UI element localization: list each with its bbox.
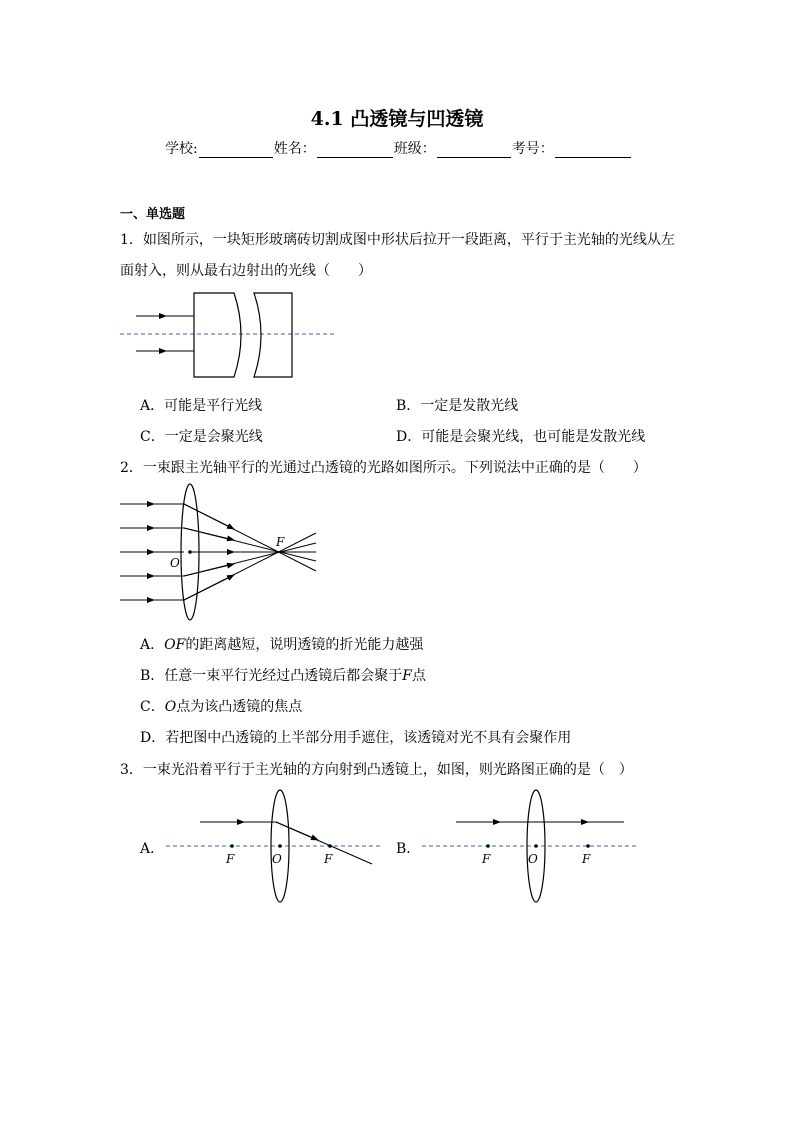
q3-option-b-label[interactable]: B． [396,841,421,857]
q2-option-c-text: 点为该凸透镜的焦点 [176,699,303,715]
exam-no-label: 考号： [511,141,554,157]
class-label: 班级： [393,141,436,157]
q1-glass-right-piece [254,293,292,377]
q3b-label-o: O [528,852,538,866]
exam-no-blank[interactable] [555,143,631,158]
q3b-center-dot [534,844,538,848]
q2-option-a-text: 的距离越短，说明透镜的折光能力越强 [185,637,424,653]
q1-glass-left-piece [194,293,241,377]
q3a-label-f2: F [324,852,333,866]
page-title: 4.1 凸透镜与凹透镜 [310,108,484,130]
q1-option-b[interactable]: B．一定是发散光线 [396,398,519,414]
q2-stem: 2．一束跟主光轴平行的光通过凸透镜的光路如图所示。下列说法中正确的是（ ） [120,460,647,476]
q2-label-o: O [170,556,180,570]
q1-stem-line1: 1．如图所示，一块矩形玻璃砖切割成图中形状后拉开一段距离，平行于主光轴的光线从左 [120,232,675,248]
q1-option-c[interactable]: C．一定是会聚光线 [140,429,263,445]
q3a-label-f1: F [226,852,235,866]
q1-option-d[interactable]: D．可能是会聚光线，也可能是发散光线 [396,429,646,445]
q2-option-d[interactable]: D．若把图中凸透镜的上半部分用手遮住，该透镜对光不具有会聚作用 [140,730,572,746]
name-blank[interactable] [317,143,393,158]
q2-figure [116,482,326,622]
q1-figure [118,285,348,385]
name-label: 姓名： [273,141,316,157]
q3a-center-dot [278,844,282,848]
school-label: 学校: [165,141,198,157]
q3a-focus-left-dot [230,844,234,848]
q2-option-b-italic: F [402,668,413,684]
student-info-row [165,138,632,158]
q2-option-b[interactable] [140,665,426,685]
q3a-label-o: O [272,852,282,866]
q2-option-c-prefix: C． [140,699,165,715]
q2-option-c-italic: O [164,699,177,715]
q2-ray-out-2-arrow [184,528,234,540]
q2-option-a[interactable] [140,634,423,654]
q2-option-a-italic: OF [164,637,186,653]
q1-option-a[interactable]: A．可能是平行光线 [140,398,263,414]
q2-ray-out-4-arrow [184,564,234,576]
q3b-focus-right-dot [586,844,590,848]
q3b-focus-left-dot [486,844,490,848]
q2-ray-out-5-arrow [184,575,234,600]
q2-label-f: F [276,535,285,549]
q3-figure-a[interactable] [160,785,382,903]
q3a-ray-out-arrow [276,822,318,840]
q2-ray-out-1-arrow [184,504,234,529]
q2-option-a-prefix: A． [140,637,165,653]
q3-stem: 3．一束光沿着平行于主光轴的方向射到凸透镜上，如图，则光路图正确的是（ ） [120,762,633,778]
class-blank[interactable] [437,143,511,158]
q3-option-a-label[interactable]: A． [140,841,165,857]
q2-option-c[interactable] [140,696,302,716]
q3-figure-b[interactable] [416,785,642,903]
q1-stem-line2: 面射入，则从最右边射出的光线（ ） [120,263,372,279]
q2-option-b-prefix: B．任意一束平行光经过凸透镜后都会聚于 [140,668,403,684]
section-heading: 一、单选题 [120,207,186,222]
q3b-label-f1: F [482,852,491,866]
q3b-label-f2: F [582,852,591,866]
q2-option-b-text: 点 [412,668,427,684]
school-blank[interactable] [199,143,273,158]
